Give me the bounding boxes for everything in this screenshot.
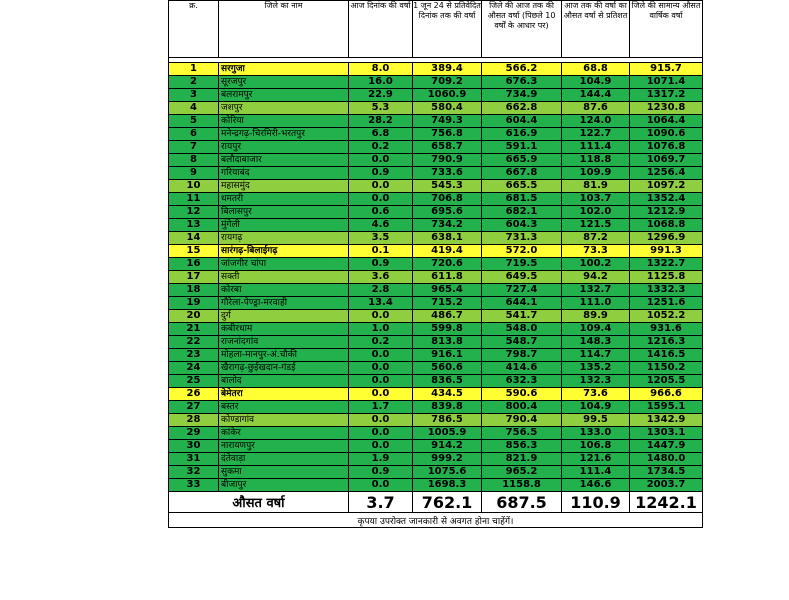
annual-cell: 991.3	[630, 245, 703, 258]
today-rain-cell: 4.6	[349, 219, 413, 232]
avg-to-date-cell: 665.9	[482, 154, 562, 167]
district-name-cell: कबीरधाम	[219, 323, 349, 336]
district-name-cell: सूरजपुर	[219, 76, 349, 89]
serial-cell: 7	[169, 141, 219, 154]
annual-cell: 966.6	[630, 388, 703, 401]
percent-cell: 132.7	[562, 284, 630, 297]
district-name-cell: जशपुर	[219, 102, 349, 115]
avg-to-date-cell: 662.8	[482, 102, 562, 115]
annual-cell: 1069.7	[630, 154, 703, 167]
today-rain-cell: 6.8	[349, 128, 413, 141]
table-row	[169, 206, 703, 219]
average-label: औसत वर्षा	[169, 492, 349, 513]
header-district: जिले का नाम	[219, 1, 349, 58]
annual-cell: 1090.6	[630, 128, 703, 141]
serial-cell: 29	[169, 427, 219, 440]
annual-cell: 1352.4	[630, 193, 703, 206]
today-rain-cell: 0.0	[349, 310, 413, 323]
district-name-cell: मनेन्द्रगढ़-चिरमिरी-भरतपुर	[219, 128, 349, 141]
today-rain-cell: 0.0	[349, 154, 413, 167]
percent-cell: 111.4	[562, 141, 630, 154]
today-rain-cell: 8.0	[349, 63, 413, 76]
serial-cell: 11	[169, 193, 219, 206]
percent-cell: 124.0	[562, 115, 630, 128]
annual-cell: 931.6	[630, 323, 703, 336]
serial-cell: 23	[169, 349, 219, 362]
since-june-cell: 486.7	[413, 310, 482, 323]
avg-to-date-cell: 604.3	[482, 219, 562, 232]
header-since-june: 1 जून 24 से प्रतिवेदित दिनांक तक की वर्षा	[413, 1, 482, 58]
table-row	[169, 141, 703, 154]
annual-cell: 1342.9	[630, 414, 703, 427]
annual-cell: 2003.7	[630, 479, 703, 492]
since-june-cell: 813.8	[413, 336, 482, 349]
annual-cell: 1071.4	[630, 76, 703, 89]
district-name-cell: गौरेला-पेण्ड्रा-मरवाही	[219, 297, 349, 310]
header-today-rain: आज दिनांक की वर्षा	[349, 1, 413, 58]
annual-cell: 1064.4	[630, 115, 703, 128]
avg-to-date-cell: 591.1	[482, 141, 562, 154]
since-june-cell: 706.8	[413, 193, 482, 206]
district-name-cell: बलरामपुर	[219, 89, 349, 102]
table-row	[169, 76, 703, 89]
annual-cell: 1216.3	[630, 336, 703, 349]
today-rain-cell: 0.9	[349, 258, 413, 271]
since-june-cell: 658.7	[413, 141, 482, 154]
today-rain-cell: 0.0	[349, 388, 413, 401]
avg-to-date-cell: 1158.8	[482, 479, 562, 492]
district-name-cell: बस्तर	[219, 401, 349, 414]
table-row	[169, 89, 703, 102]
annual-cell: 1052.2	[630, 310, 703, 323]
percent-cell: 73.6	[562, 388, 630, 401]
percent-cell: 109.9	[562, 167, 630, 180]
table-row	[169, 63, 703, 76]
percent-cell: 99.5	[562, 414, 630, 427]
table-row	[169, 154, 703, 167]
percent-cell: 100.2	[562, 258, 630, 271]
today-rain-cell: 3.5	[349, 232, 413, 245]
avg-to-date-cell: 566.2	[482, 63, 562, 76]
avg-to-date-cell: 616.9	[482, 128, 562, 141]
average-percent: 110.9	[562, 492, 630, 513]
annual-cell: 1332.3	[630, 284, 703, 297]
footer-note: कृपया उपरोक्त जानकारी से अवगत होना चाहेंगें।	[169, 513, 703, 528]
table-row	[169, 284, 703, 297]
since-june-cell: 749.3	[413, 115, 482, 128]
annual-cell: 1296.9	[630, 232, 703, 245]
table-row	[169, 180, 703, 193]
annual-cell: 1480.0	[630, 453, 703, 466]
district-name-cell: बीजापुर	[219, 479, 349, 492]
percent-cell: 102.0	[562, 206, 630, 219]
serial-cell: 8	[169, 154, 219, 167]
annual-cell: 1251.6	[630, 297, 703, 310]
annual-cell: 1595.1	[630, 401, 703, 414]
today-rain-cell: 28.2	[349, 115, 413, 128]
serial-cell: 28	[169, 414, 219, 427]
today-rain-cell: 1.7	[349, 401, 413, 414]
since-june-cell: 1075.6	[413, 466, 482, 479]
district-name-cell: बेमेतरा	[219, 388, 349, 401]
table-row	[169, 115, 703, 128]
district-name-cell: नारायणपुर	[219, 440, 349, 453]
avg-to-date-cell: 800.4	[482, 401, 562, 414]
avg-to-date-cell: 665.5	[482, 180, 562, 193]
avg-to-date-cell: 649.5	[482, 271, 562, 284]
percent-cell: 133.0	[562, 427, 630, 440]
today-rain-cell: 1.0	[349, 323, 413, 336]
serial-cell: 5	[169, 115, 219, 128]
percent-cell: 122.7	[562, 128, 630, 141]
district-name-cell: गरियाबंद	[219, 167, 349, 180]
today-rain-cell: 22.9	[349, 89, 413, 102]
today-rain-cell: 2.8	[349, 284, 413, 297]
footer-note-row	[169, 513, 703, 528]
today-rain-cell: 13.4	[349, 297, 413, 310]
table-body	[169, 58, 703, 492]
table-row	[169, 349, 703, 362]
serial-cell: 2	[169, 76, 219, 89]
percent-cell: 114.7	[562, 349, 630, 362]
annual-cell: 1212.9	[630, 206, 703, 219]
district-name-cell: सारंगढ़-बिलाईगढ़	[219, 245, 349, 258]
table-row	[169, 375, 703, 388]
table-row	[169, 336, 703, 349]
today-rain-cell: 0.0	[349, 414, 413, 427]
today-rain-cell: 0.9	[349, 167, 413, 180]
avg-to-date-cell: 604.4	[482, 115, 562, 128]
avg-to-date-cell: 590.6	[482, 388, 562, 401]
since-june-cell: 734.2	[413, 219, 482, 232]
serial-cell: 24	[169, 362, 219, 375]
avg-to-date-cell: 856.3	[482, 440, 562, 453]
avg-to-date-cell: 790.4	[482, 414, 562, 427]
percent-cell: 135.2	[562, 362, 630, 375]
serial-cell: 31	[169, 453, 219, 466]
since-june-cell: 965.4	[413, 284, 482, 297]
annual-cell: 1303.1	[630, 427, 703, 440]
table-row	[169, 323, 703, 336]
avg-to-date-cell: 719.5	[482, 258, 562, 271]
today-rain-cell: 0.0	[349, 375, 413, 388]
serial-cell: 27	[169, 401, 219, 414]
avg-to-date-cell: 548.0	[482, 323, 562, 336]
today-rain-cell: 1.9	[349, 453, 413, 466]
today-rain-cell: 0.9	[349, 466, 413, 479]
today-rain-cell: 0.2	[349, 336, 413, 349]
serial-cell: 1	[169, 63, 219, 76]
table-row	[169, 414, 703, 427]
annual-cell: 1076.8	[630, 141, 703, 154]
today-rain-cell: 0.0	[349, 362, 413, 375]
since-june-cell: 545.3	[413, 180, 482, 193]
avg-to-date-cell: 632.3	[482, 375, 562, 388]
since-june-cell: 914.2	[413, 440, 482, 453]
district-name-cell: कोरबा	[219, 284, 349, 297]
since-june-cell: 709.2	[413, 76, 482, 89]
today-rain-cell: 0.0	[349, 440, 413, 453]
serial-cell: 3	[169, 89, 219, 102]
table-row	[169, 258, 703, 271]
average-to-date: 687.5	[482, 492, 562, 513]
today-rain-cell: 0.0	[349, 349, 413, 362]
serial-cell: 25	[169, 375, 219, 388]
since-june-cell: 836.5	[413, 375, 482, 388]
today-rain-cell: 0.0	[349, 193, 413, 206]
annual-cell: 1205.5	[630, 375, 703, 388]
avg-to-date-cell: 681.5	[482, 193, 562, 206]
table-row	[169, 466, 703, 479]
district-name-cell: रायगढ़	[219, 232, 349, 245]
annual-cell: 1125.8	[630, 271, 703, 284]
serial-cell: 22	[169, 336, 219, 349]
since-june-cell: 611.8	[413, 271, 482, 284]
avg-to-date-cell: 756.5	[482, 427, 562, 440]
avg-to-date-cell: 414.6	[482, 362, 562, 375]
district-name-cell: दुर्ग	[219, 310, 349, 323]
since-june-cell: 389.4	[413, 63, 482, 76]
table-row	[169, 102, 703, 115]
header-avg-to-date: जिले की आज तक की औसत वर्षा (पिछले 10 वर्षों के आधार पर)	[482, 1, 562, 58]
table-row	[169, 362, 703, 375]
avg-to-date-cell: 541.7	[482, 310, 562, 323]
today-rain-cell: 0.0	[349, 479, 413, 492]
table-row	[169, 453, 703, 466]
header-row	[169, 1, 703, 58]
avg-to-date-cell: 731.3	[482, 232, 562, 245]
district-name-cell: बालोद	[219, 375, 349, 388]
serial-cell: 13	[169, 219, 219, 232]
district-name-cell: मुंगेली	[219, 219, 349, 232]
header-annual: जिले की सामान्य औसत वार्षिक वर्षा	[630, 1, 703, 58]
district-name-cell: मोहला-मानपुर-अं.चौकी	[219, 349, 349, 362]
annual-cell: 1230.8	[630, 102, 703, 115]
district-name-cell: महासमुंद	[219, 180, 349, 193]
percent-cell: 87.2	[562, 232, 630, 245]
percent-cell: 121.5	[562, 219, 630, 232]
annual-cell: 1447.9	[630, 440, 703, 453]
annual-cell: 1068.8	[630, 219, 703, 232]
table-row	[169, 401, 703, 414]
serial-cell: 18	[169, 284, 219, 297]
annual-cell: 1150.2	[630, 362, 703, 375]
table-row	[169, 479, 703, 492]
district-name-cell: बलौदाबाजार	[219, 154, 349, 167]
district-name-cell: बिलासपुर	[219, 206, 349, 219]
annual-cell: 1097.2	[630, 180, 703, 193]
today-rain-cell: 16.0	[349, 76, 413, 89]
district-name-cell: सक्ती	[219, 271, 349, 284]
avg-to-date-cell: 548.7	[482, 336, 562, 349]
today-rain-cell: 0.2	[349, 141, 413, 154]
serial-cell: 30	[169, 440, 219, 453]
avg-to-date-cell: 682.1	[482, 206, 562, 219]
since-june-cell: 790.9	[413, 154, 482, 167]
percent-cell: 94.2	[562, 271, 630, 284]
serial-cell: 16	[169, 258, 219, 271]
annual-cell: 1734.5	[630, 466, 703, 479]
today-rain-cell: 3.6	[349, 271, 413, 284]
district-name-cell: जांजगीर चांपा	[219, 258, 349, 271]
today-rain-cell: 5.3	[349, 102, 413, 115]
header-percent: आज तक की वर्षा का औसत वर्षा से प्रतिशत	[562, 1, 630, 58]
since-june-cell: 916.1	[413, 349, 482, 362]
since-june-cell: 638.1	[413, 232, 482, 245]
since-june-cell: 720.6	[413, 258, 482, 271]
since-june-cell: 715.2	[413, 297, 482, 310]
table-row	[169, 427, 703, 440]
since-june-cell: 560.6	[413, 362, 482, 375]
avg-to-date-cell: 667.8	[482, 167, 562, 180]
serial-cell: 21	[169, 323, 219, 336]
average-since: 762.1	[413, 492, 482, 513]
since-june-cell: 434.5	[413, 388, 482, 401]
table-row	[169, 219, 703, 232]
percent-cell: 144.4	[562, 89, 630, 102]
since-june-cell: 599.8	[413, 323, 482, 336]
serial-cell: 33	[169, 479, 219, 492]
since-june-cell: 580.4	[413, 102, 482, 115]
table-row	[169, 167, 703, 180]
avg-to-date-cell: 727.4	[482, 284, 562, 297]
table-row	[169, 297, 703, 310]
since-june-cell: 1698.3	[413, 479, 482, 492]
district-name-cell: धमतरी	[219, 193, 349, 206]
header-serial: क्र.	[169, 1, 219, 58]
serial-cell: 6	[169, 128, 219, 141]
annual-cell: 1416.5	[630, 349, 703, 362]
serial-cell: 32	[169, 466, 219, 479]
percent-cell: 106.8	[562, 440, 630, 453]
annual-cell: 1317.2	[630, 89, 703, 102]
today-rain-cell: 0.6	[349, 206, 413, 219]
avg-to-date-cell: 798.7	[482, 349, 562, 362]
table-row	[169, 245, 703, 258]
percent-cell: 104.9	[562, 401, 630, 414]
district-name-cell: कांकेर	[219, 427, 349, 440]
percent-cell: 87.6	[562, 102, 630, 115]
avg-to-date-cell: 734.9	[482, 89, 562, 102]
percent-cell: 118.8	[562, 154, 630, 167]
percent-cell: 146.6	[562, 479, 630, 492]
percent-cell: 111.4	[562, 466, 630, 479]
serial-cell: 15	[169, 245, 219, 258]
avg-to-date-cell: 965.2	[482, 466, 562, 479]
serial-cell: 26	[169, 388, 219, 401]
average-today: 3.7	[349, 492, 413, 513]
today-rain-cell: 0.0	[349, 180, 413, 193]
serial-cell: 12	[169, 206, 219, 219]
serial-cell: 17	[169, 271, 219, 284]
district-name-cell: राजनांदगांव	[219, 336, 349, 349]
serial-cell: 14	[169, 232, 219, 245]
today-rain-cell: 0.0	[349, 427, 413, 440]
avg-to-date-cell: 676.3	[482, 76, 562, 89]
district-name-cell: सुकमा	[219, 466, 349, 479]
percent-cell: 148.3	[562, 336, 630, 349]
district-name-cell: कोण्डागांव	[219, 414, 349, 427]
percent-cell: 109.4	[562, 323, 630, 336]
table-row	[169, 388, 703, 401]
serial-cell: 10	[169, 180, 219, 193]
district-name-cell: सरगुजा	[219, 63, 349, 76]
table-row	[169, 232, 703, 245]
annual-cell: 915.7	[630, 63, 703, 76]
percent-cell: 121.6	[562, 453, 630, 466]
table-row	[169, 193, 703, 206]
avg-to-date-cell: 572.0	[482, 245, 562, 258]
percent-cell: 89.9	[562, 310, 630, 323]
since-june-cell: 999.2	[413, 453, 482, 466]
since-june-cell: 419.4	[413, 245, 482, 258]
today-rain-cell: 0.1	[349, 245, 413, 258]
percent-cell: 104.9	[562, 76, 630, 89]
annual-cell: 1256.4	[630, 167, 703, 180]
table-row	[169, 128, 703, 141]
percent-cell: 132.3	[562, 375, 630, 388]
serial-cell: 19	[169, 297, 219, 310]
percent-cell: 81.9	[562, 180, 630, 193]
district-name-cell: कोरिया	[219, 115, 349, 128]
district-name-cell: रायपुर	[219, 141, 349, 154]
table-row	[169, 271, 703, 284]
district-name-cell: खैरागढ़-छुईखदान-गंडई	[219, 362, 349, 375]
since-june-cell: 1060.9	[413, 89, 482, 102]
average-annual: 1242.1	[630, 492, 703, 513]
avg-to-date-cell: 821.9	[482, 453, 562, 466]
annual-cell: 1322.7	[630, 258, 703, 271]
since-june-cell: 733.6	[413, 167, 482, 180]
serial-cell: 4	[169, 102, 219, 115]
rainfall-table	[168, 0, 703, 528]
average-row	[169, 492, 703, 513]
percent-cell: 103.7	[562, 193, 630, 206]
since-june-cell: 786.5	[413, 414, 482, 427]
table-row	[169, 310, 703, 323]
serial-cell: 20	[169, 310, 219, 323]
avg-to-date-cell: 644.1	[482, 297, 562, 310]
serial-cell: 9	[169, 167, 219, 180]
since-june-cell: 695.6	[413, 206, 482, 219]
since-june-cell: 1005.9	[413, 427, 482, 440]
percent-cell: 68.8	[562, 63, 630, 76]
table-row	[169, 440, 703, 453]
percent-cell: 73.3	[562, 245, 630, 258]
percent-cell: 111.0	[562, 297, 630, 310]
district-name-cell: दंतेवाड़ा	[219, 453, 349, 466]
since-june-cell: 756.8	[413, 128, 482, 141]
since-june-cell: 839.8	[413, 401, 482, 414]
